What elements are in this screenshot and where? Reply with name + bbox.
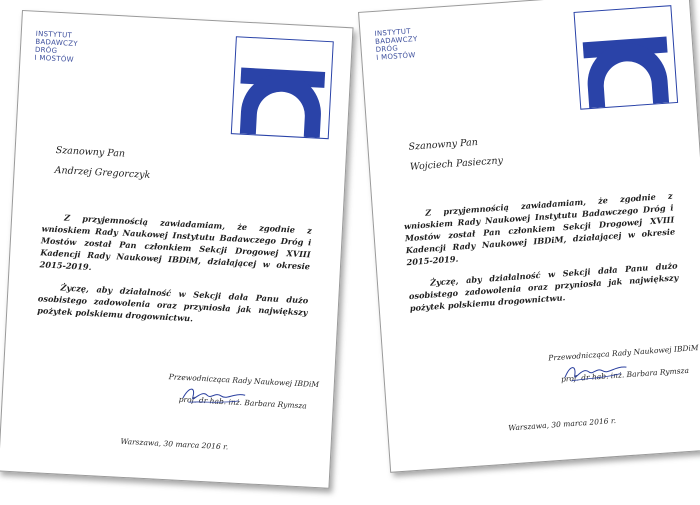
letter-date: Warszawa, 30 marca 2016 r. xyxy=(508,416,617,433)
salutation: Szanowny Pan xyxy=(408,136,479,153)
institute-logo-icon xyxy=(574,5,679,110)
signatory-name: prof. dr hab. inż. Barbara Rymsza xyxy=(560,365,690,384)
salutation-block xyxy=(54,141,152,186)
institute-name-line: DRÓG xyxy=(34,45,58,55)
recipient-name: Andrzej Gregorczyk xyxy=(54,164,151,181)
signature-scribble-icon xyxy=(179,382,250,410)
institute-name-line: INSTYTUT xyxy=(35,29,73,40)
institute-name-line: BADAWCZY xyxy=(35,37,79,48)
institute-name-line: I MOSTÓW xyxy=(34,53,75,64)
salutation: Szanowny Pan xyxy=(55,144,126,160)
institute-name xyxy=(34,30,116,66)
body-paragraph: Życzę, aby działalność w Sekcji dała Panu dużo osobistego zadowolenia oraz przyniosła jak największy pożytek polskiemu drogownictwu. xyxy=(408,260,679,314)
signature-scribble-icon xyxy=(560,357,632,386)
signatory-title: Przewodnicząca Rady Naukowej IBDiM xyxy=(548,343,699,363)
body-paragraph: Z przyjemnością zawiadamiam, że zgodnie z wnioskiem Rady Naukowej Instytutu Badawczego Dróg i Mostów został Pan członkiem Sekcji Drogowej XVIII Kadencji Rady Naukowej IBDiM, działającej w okresie 2015-2019. xyxy=(403,190,676,268)
signatory-name: prof. dr hab. inż. Barbara Rymsza xyxy=(178,394,307,411)
body-paragraph: Z przyjemnością zawiadamiam, że zgodnie z wnioskiem Rady Naukowej Instytutu Badawczego Dróg i Mostów został Pan członkiem Sekcji Drogowej XVIII Kadencji Rady Naukowej IBDiM, działającej w okresie 2015-2019. xyxy=(39,212,313,272)
signature-block xyxy=(163,371,325,413)
letter-left xyxy=(0,10,354,489)
institute-logo-icon xyxy=(231,36,334,139)
institute-name-line: BADAWCZY xyxy=(374,34,418,46)
institute-name-line: DRÓG xyxy=(375,44,399,54)
letter-right xyxy=(358,0,700,473)
signature-block xyxy=(543,342,700,387)
recipient-name: Wojciech Pasieczny xyxy=(409,155,504,173)
institute-name-line: I MOSTÓW xyxy=(375,51,416,62)
body-paragraph: Życzę, aby działalność w Sekcji dała Panu dużo osobistego zadowolenia oraz przyniosła jak największy pożytek polskiemu drogownictwu. xyxy=(37,282,309,324)
letter-date: Warszawa, 30 marca 2016 r. xyxy=(120,436,229,452)
institute-name-line: INSTYTUT xyxy=(374,27,412,38)
letter-body xyxy=(403,190,680,325)
letter-body xyxy=(36,210,312,340)
salutation-block xyxy=(408,131,504,177)
signatory-title: Przewodnicząca Rady Naukowej IBDiM xyxy=(168,372,320,390)
institute-name xyxy=(374,24,456,62)
